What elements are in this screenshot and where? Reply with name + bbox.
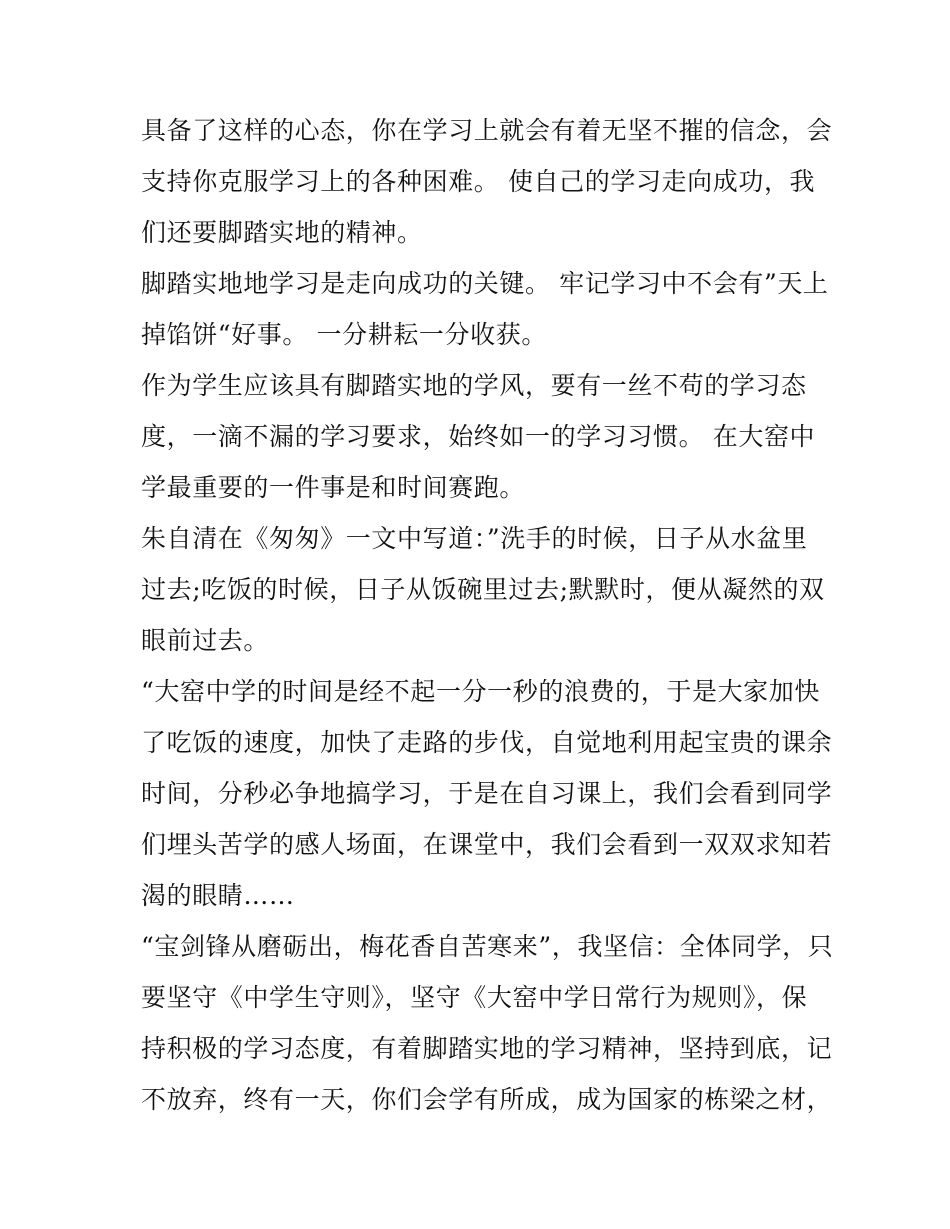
text-line: 持积极的学习态度，有着脚踏实地的学习精神，坚持到底，记	[141, 1034, 833, 1063]
text-line: 们还要脚踏实地的精神。	[141, 218, 423, 247]
text-line: 支持你克服学习上的各种困难。 使自己的学习走向成功，我	[141, 167, 816, 196]
text-line: 渴的眼睛……	[141, 881, 295, 910]
text-line: 要坚守《中学生守则》，坚守《大窑中学日常行为规则》，保	[141, 983, 808, 1012]
text-line: 时间，分秒必争地搞学习，于是在自习课上，我们会看到同学	[141, 779, 833, 808]
text-line: 脚踏实地地学习是走向成功的关键。 牢记学习中不会有”天上	[141, 269, 829, 298]
text-line: 朱自清在《匆匆》一文中写道：”洗手的时候，日子从水盆里	[141, 524, 808, 553]
text-line: 度，一滴不漏的学习要求，始终如一的学习习惯。 在大窑中	[141, 422, 816, 451]
text-line: “大窑中学的时间是经不起一分一秒的浪费的，于是大家加快	[141, 677, 820, 706]
document-body	[141, 105, 834, 1125]
text-line: 们埋头苦学的感人场面，在课堂中，我们会看到一双双求知若	[141, 830, 833, 859]
text-line: 具备了这样的心态，你在学习上就会有着无坚不摧的信念，会	[141, 116, 833, 145]
text-line: 掉馅饼“好事。 一分耕耘一分收获。	[141, 320, 547, 349]
text-line: 过去;吃饭的时候，日子从饭碗里过去;默默时，便从凝然的双	[141, 575, 825, 604]
text-line: 眼前过去。	[141, 626, 270, 655]
text-line: 学最重要的一件事是和时间赛跑。	[141, 473, 526, 502]
text-line: 作为学生应该具有脚踏实地的学风，要有一丝不苟的学习态	[141, 371, 807, 400]
text-line: “宝剑锋从磨砺出，梅花香自苦寒来”，我坚信：全体同学，只	[141, 932, 834, 961]
text-line: 了吃饭的速度，加快了走路的步伐，自觉地利用起宝贵的课余	[141, 728, 833, 757]
text-line: 不放弃，终有一天，你们会学有所成，成为国家的栋梁之材，	[141, 1085, 833, 1114]
